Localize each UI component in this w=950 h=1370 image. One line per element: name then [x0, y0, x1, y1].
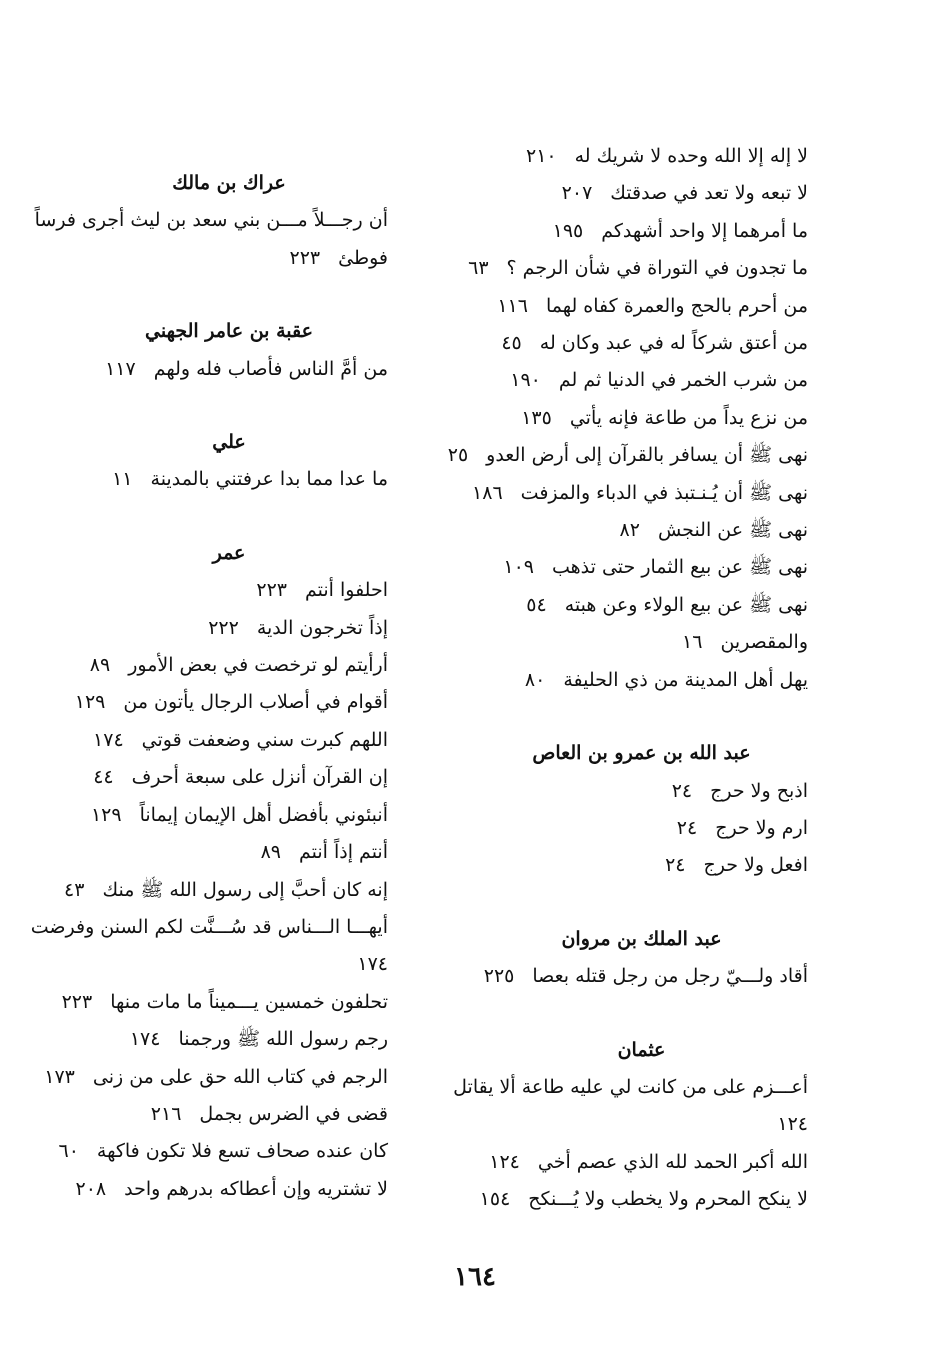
entry-page-number: ٢٤: [665, 854, 686, 877]
entry-page-number: ١١٧: [105, 357, 136, 380]
entry-text: نهى ﷺ أن يُـنـتبذ في الدباء والمزفت: [520, 481, 808, 504]
entry-text: إنه كان أحبَّ إلى رسول الله ﷺ منك: [102, 878, 388, 901]
entry-text: من أعتق شركاً له في عبد وكان له: [539, 332, 808, 355]
entry-page-number: ٤٣: [64, 878, 85, 901]
entry-text: يهل أهل المدينة من ذي الحليفة: [563, 668, 808, 691]
entry-text: اذبح ولا حرج: [710, 779, 808, 802]
index-entry: [475, 512, 808, 549]
entry-text: فوطئ: [338, 246, 388, 269]
index-entry: [70, 834, 388, 871]
index-entry: [475, 288, 808, 325]
entry-text: أنتم إذاً أنتم: [299, 841, 388, 864]
entry-page-number: ١٢٩: [90, 803, 122, 826]
entry-page-number: ٢٢٣: [289, 246, 321, 269]
index-entry: [475, 662, 808, 699]
entry-text: لا ينكح المحرم ولا يخطب ولا يُـــنكح: [528, 1188, 808, 1211]
entry-page-number: ١٥٤: [479, 1188, 511, 1211]
index-entry: [475, 213, 808, 250]
index-entry: [475, 175, 808, 212]
section-heading: عثمان: [617, 1038, 666, 1061]
section-heading: عقبة بن عامر الجهني: [145, 320, 313, 343]
index-entry: [61, 984, 388, 1021]
index-entry: [468, 250, 808, 287]
entry-page-number: ٤٤: [93, 766, 114, 789]
index-entry: [475, 958, 808, 995]
entry-page-number: ٤٥: [501, 332, 522, 355]
index-entry: [475, 549, 808, 586]
index-entry: [44, 1059, 388, 1096]
entry-text: أرأيتم لو ترخصت في بعض الأمور: [128, 654, 388, 677]
entry-page-number: ٢١٠: [525, 145, 557, 167]
index-entry: [64, 872, 388, 909]
entry-text: اللهم كبرت سني وضعفت قوتي: [141, 728, 388, 751]
entry-page-number: ٢٤: [671, 779, 693, 802]
entry-page-number: ٨٠: [524, 668, 546, 691]
entry-text: افعل ولا حرج: [703, 854, 808, 877]
entry-page-number: ١٣٥: [521, 406, 552, 429]
entry-page-number: ٢٢٥: [483, 965, 515, 988]
index-entry: [70, 1171, 388, 1208]
entry-text-wrapped: أعـــزم على من كانت لي عليه طاعة ألا يقاتل: [453, 1075, 808, 1098]
entry-page-number: ١٧٣: [44, 1065, 75, 1088]
index-entry: [70, 759, 388, 796]
section-heading: عراك بن مالك: [172, 172, 286, 194]
entry-page-number: ١٧٤: [129, 1028, 161, 1051]
index-entry: [475, 362, 808, 399]
index-entry: [70, 610, 388, 647]
entry-page-number: ١٧٤: [357, 953, 388, 976]
entry-page-number: ١٦: [682, 631, 703, 654]
index-entry: [447, 437, 808, 474]
entry-text: الرجم في كتاب الله حق على من زنى: [92, 1065, 388, 1088]
right-group-4: [475, 1144, 808, 1219]
entry-text: ما تجدون في التوراة في شأن الرجم ؟: [506, 257, 808, 280]
entry-text: ما أمرهما إلا واحد أشهدكم: [601, 219, 808, 242]
index-entry: [475, 773, 808, 810]
entry-text: أقوام في أصلاب الرجال يأتون من: [123, 691, 388, 714]
section-gap: [475, 885, 808, 921]
section-heading: عبد الله بن عمرو بن العاص: [532, 742, 751, 765]
entry-page-number: ١٠٩: [503, 556, 534, 579]
entry-text: نهى ﷺ عن النجش: [657, 519, 808, 542]
index-entry: [70, 684, 388, 721]
index-entry: [70, 240, 388, 277]
index-entry: [70, 647, 388, 684]
page-number: ١٦٤: [454, 1262, 496, 1292]
index-entry: [475, 325, 808, 362]
entry-text: لا إله إلا الله وحده لا شريك له: [574, 145, 808, 167]
entry-text: نهى ﷺ عن بيع الثمار حتى تذهب: [551, 556, 808, 579]
entry-text: تحلفون خمسين يـــميناً ما مات منها: [110, 990, 388, 1013]
entry-page-number: ٦٠: [58, 1140, 79, 1163]
entry-text: نهى ﷺ أن يسافر بالقرآن إلى أرض العدو: [486, 444, 808, 467]
entry-page-number: ٢٤: [676, 816, 698, 839]
entry-page-number: ١٩٥: [552, 219, 584, 242]
entry-text: الله أكبر الحمد لله الذي عصم أخي: [537, 1150, 808, 1173]
entry-page-number: ٥٤: [526, 593, 547, 616]
index-entry: [475, 587, 808, 624]
right-column: [447, 138, 808, 1219]
entry-page-number: ١١٦: [497, 294, 528, 317]
entry-page-number: ٢٢٢: [208, 616, 239, 639]
left-group-4b: [44, 984, 388, 1208]
entry-text: نهى ﷺ عن بيع الولاء وعن هبته: [564, 593, 808, 616]
entry-text: إذاً تخرجون الدية: [256, 616, 388, 639]
entry-page-number: ١٧٤: [93, 728, 124, 751]
entry-page-number: ١٨٦: [472, 481, 503, 504]
index-entry: [70, 572, 388, 609]
entry-page-number: ٢٠٨: [75, 1177, 107, 1200]
entry-text: ما عدا مما بدا عرفتني بالمدينة: [150, 468, 388, 491]
entry-text: أنبئوني بأفضل أهل الإيمان إيماناً: [139, 803, 388, 826]
right-group-1: [447, 138, 808, 699]
entry-text: احلفوا أنتم: [304, 579, 388, 602]
entry-page-number: ٢٢٣: [61, 990, 93, 1013]
index-entry: [475, 138, 808, 175]
index-entry: [475, 1181, 808, 1218]
right-group-2: [475, 773, 808, 885]
entry-text-wrapped: أن رجـــلاً مـــن بني سعد بن ليث أجرى فرساً: [34, 209, 388, 232]
entry-text: من نزع يداً من طاعة فإنه يأتي: [569, 406, 808, 429]
entry-page-number: ٢١٦: [150, 1102, 182, 1125]
index-entry: [70, 1096, 388, 1133]
section-gap: [475, 699, 808, 735]
entry-page-number: ٨٩: [260, 841, 281, 864]
left-group-3: [70, 461, 388, 498]
section-gap: [475, 996, 808, 1032]
entry-text: من أمَّ الناس فأصاب فله ولهم: [153, 357, 388, 380]
entry-text: كان عنده صحاف تسع فلا تكون فاكهة: [96, 1140, 388, 1163]
entry-page-number: ٢٢٣: [256, 579, 287, 602]
entry-text: قضى في الضرس بجمل: [199, 1102, 388, 1125]
index-entry: [58, 1133, 388, 1170]
section-gap: [70, 499, 388, 535]
index-entry: [70, 351, 388, 388]
entry-text: رجم رسول الله ﷺ ورجمنا: [178, 1028, 388, 1051]
entry-page-number: ١٢٩: [74, 691, 106, 714]
section-heading: عبد الملك بن مروان: [561, 927, 722, 950]
entry-text: أقاد ولـــيّ رجل من رجل قتله بعصا: [532, 965, 808, 988]
index-entry: [472, 475, 808, 512]
entry-page-number: ١٢٤: [489, 1150, 520, 1173]
index-entry: [475, 847, 808, 884]
index-entry: [70, 461, 388, 498]
entry-page-number: ١٢٤: [777, 1113, 808, 1136]
section-gap: [70, 277, 388, 313]
entry-page-number: ٦٣: [468, 257, 489, 280]
entry-page-number: ٢٥: [447, 444, 469, 467]
entry-page-number: ١١: [112, 468, 133, 491]
section-gap: [70, 388, 388, 424]
entry-text: من شرب الخمر في الدنيا ثم لم: [558, 369, 808, 392]
index-entry: [70, 797, 388, 834]
entry-page-number: ٨٩: [89, 654, 111, 677]
entry-text: إن القرآن أنزل على سبعة أحرف: [131, 766, 388, 789]
right-group-3: [475, 958, 808, 995]
entry-page-number: ٨٢: [619, 519, 640, 542]
index-entry: [70, 1021, 388, 1058]
left-group-4a: [64, 572, 388, 909]
section-heading: عمر: [212, 541, 246, 564]
entry-page-number: ١٩٠: [510, 369, 541, 392]
index-entry: [475, 400, 808, 437]
entry-text: لا تبعه ولا تعد في صدقتك: [610, 182, 808, 205]
index-entry: [475, 624, 808, 661]
index-entry: [475, 810, 808, 847]
entry-text: من أحرم بالحج والعمرة كفاه لهما: [545, 294, 808, 317]
left-column: [30, 165, 388, 1208]
entry-text-wrapped: أيهـــا الـــناس قد سُـــنَّت لكم السنن وفرضت: [30, 915, 388, 938]
entry-page-number: ٢٠٧: [561, 182, 593, 205]
section-heading: علي: [212, 431, 246, 454]
entry-text: والمقصرين: [720, 631, 808, 654]
index-entry: [475, 1144, 808, 1181]
entry-text: لا تشتريه وإن أعطاكه بدرهم واحد: [124, 1177, 388, 1200]
left-group-2: [70, 351, 388, 388]
entry-text: ارم ولا حرج: [715, 816, 808, 839]
index-entry: [70, 722, 388, 759]
